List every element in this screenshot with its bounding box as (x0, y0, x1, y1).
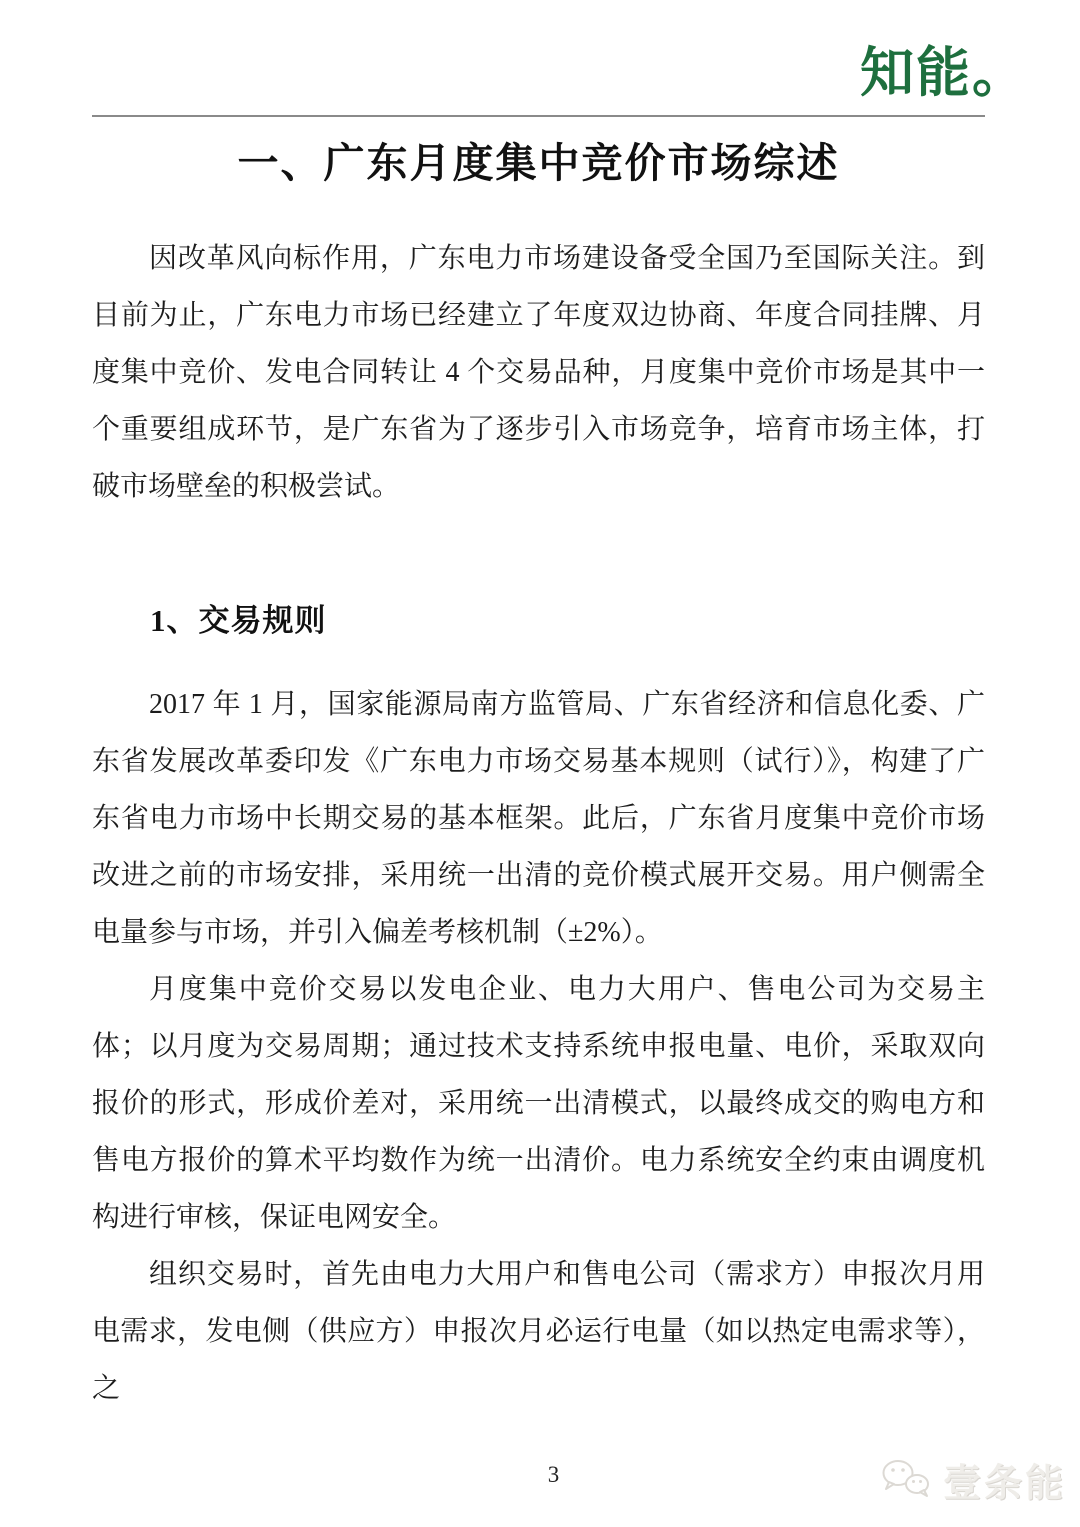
section-heading: 1、交易规则 (150, 603, 327, 638)
watermark-text: 壹条能 (942, 1461, 1066, 1505)
section-paragraph: 2017 年 1 月，国家能源局南方监管局、广东省经济和信息化委、广东省发展改革委印发《广东电力市场交易基本规则（试行）》，构建了广东省电力市场中长期交易的基本框架。此后，广东省月度集中竞价市场改进之前的市场安排，采用统一出清的竞价模式展开交易。用户侧需全电量参与市场，并引入偏差考核机制（±2%）。 (92, 689, 985, 948)
brand-logo: 知能。 (860, 41, 1028, 104)
page-number: 3 (547, 1462, 560, 1487)
page-title: 一、广东月度集中竞价市场综述 (237, 140, 840, 186)
section-paragraph: 组织交易时，首先由电力大用户和售电公司（需求方）申报次月用电需求，发电侧（供应方）申报次月必运行电量（如以热定电需求等），之 (92, 1259, 985, 1404)
wechat-icon (879, 1458, 933, 1502)
document-body (92, 0, 985, 1417)
watermark (879, 1452, 1066, 1507)
intro-paragraph: 因改革风向标作用，广东电力市场建设备受全国乃至国际关注。到目前为止，广东电力市场已经建立了年度双边协商、年度合同挂牌、月度集中竞价、发电合同转让 4 个交易品种，月度集中竞价市场是其中一个重要组成环节，是广东省为了逐步引入市场竞争，培育市场主体，打破市场壁垒的积极尝试。 (92, 243, 985, 502)
section-paragraph: 月度集中竞价交易以发电企业、电力大用户、售电公司为交易主体；以月度为交易周期；通过技术支持系统申报电量、电价，采取双向报价的形式，形成价差对，采用统一出清模式，以最终成交的购电方和售电方报价的算术平均数作为统一出清价。电力系统安全约束由调度机构进行审核，保证电网安全。 (92, 974, 985, 1233)
